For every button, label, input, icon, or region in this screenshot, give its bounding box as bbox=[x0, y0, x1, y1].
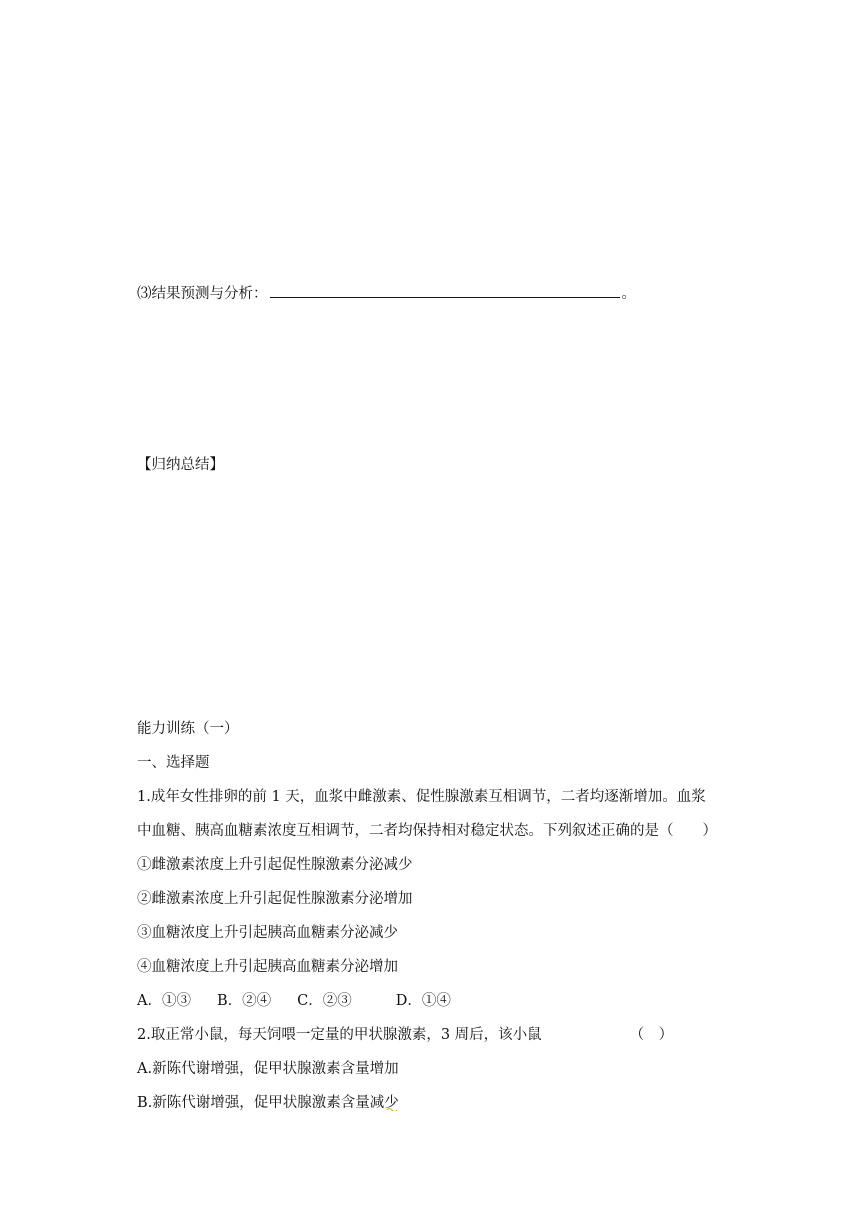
question-1-line-2: 中血糖、胰高血糖素浓度互相调节，二者均保持相对稳定状态。下列叙述正确的是（ ） bbox=[137, 823, 717, 839]
option-d[interactable]: D．①④ bbox=[395, 993, 451, 1009]
question-1-item-4: ④血糖浓度上升引起胰高血糖素分泌增加 bbox=[137, 959, 398, 975]
question-2-option-a[interactable]: A.新陈代谢增强，促甲状腺激素含量增加 bbox=[137, 1061, 399, 1077]
question-2-option-b[interactable]: B.新陈代谢增强，促甲状腺激素含量减少 bbox=[137, 1095, 399, 1111]
question-2-stem: 2.取正常小鼠，每天饲喂一定量的甲状腺激素，3 周后，该小鼠 bbox=[137, 1027, 542, 1043]
question-1-item-2: ②雌激素浓度上升引起促性腺激素分泌增加 bbox=[137, 891, 413, 907]
answer-parentheses: （ ） bbox=[629, 1027, 674, 1043]
result-prediction-label: ⑶结果预测与分析： bbox=[137, 286, 268, 302]
spellcheck-squiggle-icon bbox=[387, 1107, 397, 1111]
option-b[interactable]: B．②④ bbox=[216, 993, 272, 1009]
question-2-stem-line bbox=[137, 1025, 673, 1045]
question-1-item-1: ①雌激素浓度上升引起促性腺激素分泌减少 bbox=[137, 857, 413, 873]
option-c[interactable]: C．②③ bbox=[297, 993, 352, 1009]
question-1-item-3: ③血糖浓度上升引起胰高血糖素分泌减少 bbox=[137, 925, 398, 941]
question-1-line-1: 1.成年女性排卵的前 1 天，血浆中雌激素、促性腺激素互相调节，二者均逐渐增加。血浆 bbox=[137, 789, 706, 805]
question-1-options bbox=[137, 991, 477, 1011]
question-2-option-b-line bbox=[137, 1093, 397, 1113]
result-prediction-line bbox=[137, 283, 636, 304]
training-title: 能力训练（一） bbox=[137, 721, 239, 737]
section-title: 一、选择题 bbox=[137, 755, 210, 771]
summary-heading: 【归纳总结】 bbox=[137, 457, 224, 473]
option-a[interactable]: A．①③ bbox=[137, 993, 191, 1009]
period-mark: 。 bbox=[621, 286, 636, 302]
answer-blank[interactable] bbox=[270, 283, 620, 298]
